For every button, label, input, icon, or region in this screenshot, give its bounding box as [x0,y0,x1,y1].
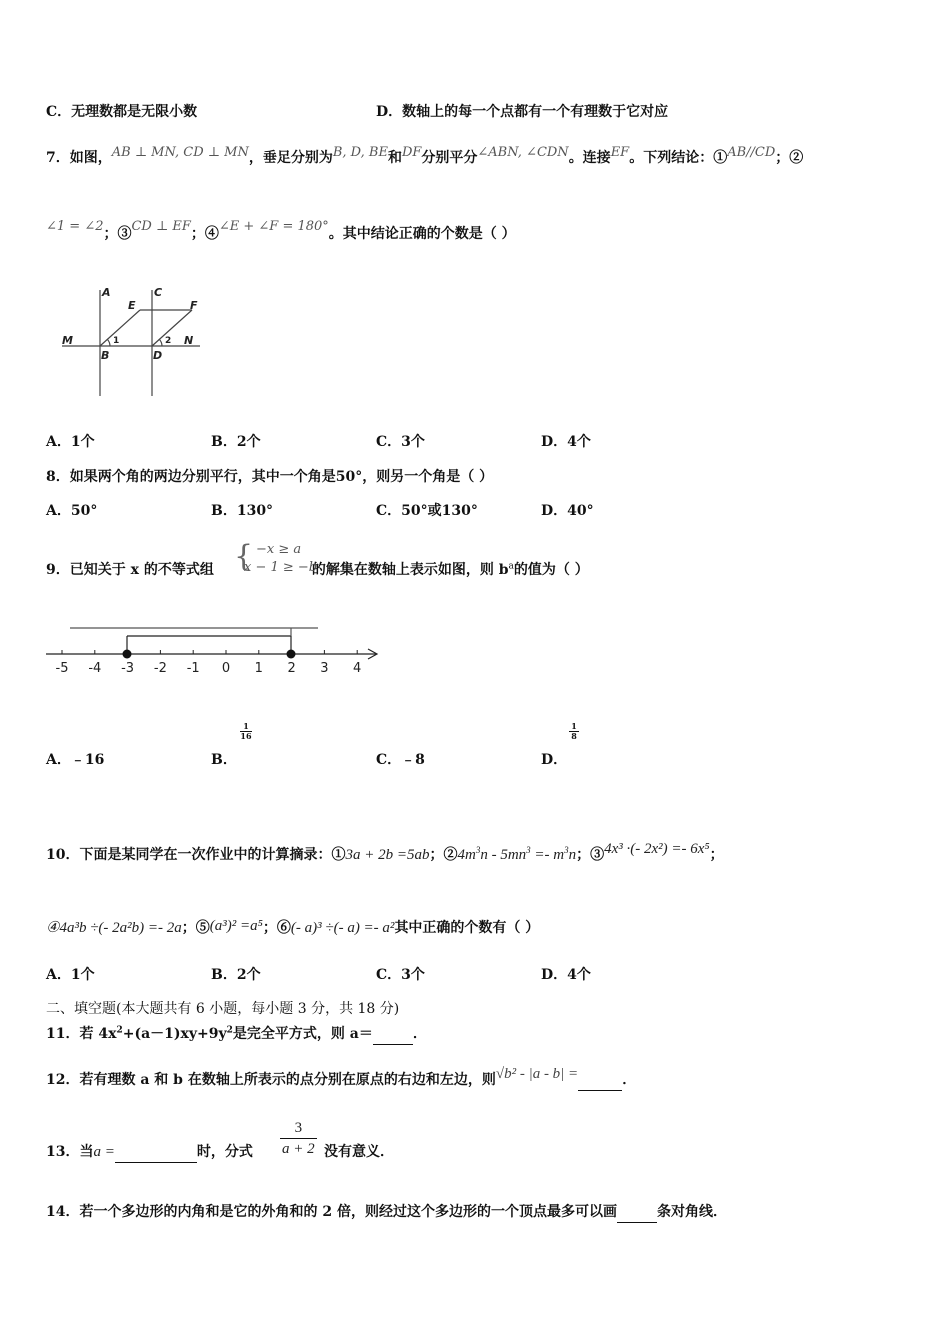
q9-axis-tick-label: -3 [121,661,135,676]
q10-text6: 其中正确的个数有（ ） [394,920,540,936]
q9-inequality-system [234,540,334,580]
q9-axis-tick-label: -2 [153,661,167,676]
fig-label-angle1: 1 [113,336,120,346]
q10-expr5: (a³)² =a⁵ [209,918,263,934]
fig-label-angle2: 2 [165,336,172,346]
q11-part-b: +(a－1)xy+9y [122,1026,227,1042]
q7-stem-line2 [46,219,516,245]
q13-stem [46,1142,253,1163]
q13-denominator: a + 2 [282,1141,315,1157]
q9-brace-glyph: { [234,539,254,574]
q14-part-b: 条对角线． [656,1204,727,1220]
q12-stem [46,1066,637,1091]
q10-expr6: (- a)³ ÷(- a) =- a² [290,920,395,936]
q9-axis-tick-label: 2 [287,661,296,676]
q9-point-2 [287,650,296,659]
q7-text4: 。连接 [568,150,611,166]
q7-math-df: DF [401,145,422,160]
q6-option-d: D．数轴上的每一个点都有一个有理数于它对应 [376,104,669,120]
q10-text4: ；⑤ [181,920,210,936]
q9-axis-tick-label: -4 [88,661,102,676]
q9-axis-tick-label: -5 [55,661,69,676]
q7-stem-line1 [46,145,804,169]
q9-axis-tick-label: 1 [254,661,263,676]
q9-system-line2: x − 1 ≥ −b [244,560,318,575]
q13-answer-blank[interactable] [115,1142,197,1163]
q10-stem-line1 [46,841,724,865]
q13-fraction [280,1118,317,1159]
q9-axis-tick-label: -1 [186,661,200,676]
q7-math-perp: AB ⊥ MN, CD ⊥ MN [111,145,249,160]
q12-end: ． [622,1072,637,1088]
q10-expr2-part-a: 4m [457,847,476,863]
q7-geometry-figure [58,284,208,402]
q13-variable: a = [93,1144,115,1160]
q7-text9: 。其中结论正确的个数是（ ） [328,226,516,242]
q9-axis-tick-label: 0 [221,661,231,676]
q13-text1: 时，分式 [196,1144,253,1160]
q9-d-denominator: 8 [571,731,577,741]
q10-expr3: 4x³ ·(- 2x²) =- 6x⁵ [604,841,710,857]
q9-text1: 的解集在数轴上表示如图，则 b [311,562,509,578]
q7-math-parallel: AB//CD [727,145,776,160]
q10-expr1: 3a + 2b =5ab [345,847,430,863]
q7-option-d: D．4个 [541,434,591,450]
fig-label-a: A [102,286,111,299]
q7-text7: ；③ [103,226,132,242]
q10-expr2-part-d: n [568,847,577,863]
q7-math-points: B, D, BE [332,145,388,160]
q14-answer-blank[interactable] [617,1202,657,1223]
q7-math-angle-sum: ∠E + ∠F = 180° [218,219,329,234]
q11-part-a: 11．若 4x [46,1026,117,1042]
q8-option-d: D．40° [541,503,594,519]
fig-label-d: D [153,349,163,362]
q8-option-b: B．130° [211,503,274,519]
q7-math-ef: EF [610,145,630,160]
q7-math-angles: ∠ABN, ∠CDN [477,145,569,160]
q14-part-a: 14．若一个多边形的内角和是它的外角和的 2 倍，则经过这个多边形的一个顶点最多可以画 [46,1204,617,1220]
q9-b-numerator: 1 [240,722,252,732]
q6-option-c: C．无理数都是无限小数 [46,104,198,120]
q8-stem: 8．如果两个角的两边分别平行，其中一个角是50°，则另一个角是（ ） [46,469,494,485]
q10-option-b: B．2个 [211,967,261,983]
q9-option-c: C．﹣8 [376,752,425,768]
q10-text2: ；③ [576,847,605,863]
q11-part-c: 是完全平方式，则 a＝ [232,1026,373,1042]
q7-math-angle-eq: ∠1 = ∠2 [46,219,104,234]
q10-expr2-part-c: =- m [530,847,565,863]
fig-label-m: M [62,334,73,347]
q9-b-denominator: 16 [240,731,252,741]
q9-option-d-fraction [569,722,579,741]
q7-text3: 分别平分 [421,150,478,166]
section-2-heading: 二、填空题(本大题共有 6 小题，每小题 3 分，共 18 分) [46,1001,400,1017]
q11-part-d: ． [412,1026,427,1042]
q9-number-line [40,618,385,680]
q11-answer-blank[interactable] [373,1024,413,1045]
q10-lead: 10．下面是某同学在一次作业中的计算摘录：① [46,847,346,863]
q10-option-a: A．1个 [46,967,95,983]
q12-expression: √b² - |a - b| = [495,1066,579,1082]
q7-option-c: C．3个 [376,434,425,450]
q8-option-a: A．50° [46,503,98,519]
q10-text3: ； [709,847,724,863]
q7-text5: 。下列结论：① [629,150,728,166]
q13-lead: 13．当 [46,1144,94,1160]
q12-answer-blank[interactable] [578,1070,622,1091]
q10-stem-line2 [46,918,539,938]
q13-numerator: 3 [280,1118,317,1139]
q7-lead: 7．如图， [46,150,112,166]
q7-option-a: A．1个 [46,434,95,450]
q9-point-minus3 [123,650,132,659]
fig-label-n: N [184,334,194,347]
q9-exponent: a [508,561,514,572]
q7-text6: ；② [775,150,804,166]
fig-label-f: F [190,299,198,312]
q14-stem [46,1202,727,1223]
q9-axis-tick-label: 4 [353,661,362,676]
q9-option-a: A．﹣16 [46,752,105,768]
q9-lead: 9．已知关于 x 的不等式组 [46,562,214,578]
q12-lead: 12．若有理数 a 和 b 在数轴上所表示的点分别在原点的右边和左边，则 [46,1072,496,1088]
q10-text1: ；② [429,847,458,863]
q9-option-b-fraction [240,722,252,741]
q10-text5: ；⑥ [262,920,291,936]
q9-option-b: B． [211,752,237,768]
q9-axis-tick-label: 3 [320,661,329,676]
q11-stem: 11．若 $4x^2+(a-1)xy+9y^2$是完全平方式，则 a＝ ． [46,1024,427,1045]
q7-text8: ；④ [190,226,219,242]
fig-label-c: C [154,286,163,299]
q7-text2: 和 [387,150,402,166]
fig-label-e: E [128,299,136,312]
q10-expr4: ④4a³b ÷(- 2a²b) =- 2a [46,920,182,936]
q7-text1: ，垂足分别为 [248,150,333,166]
q9-option-d: D． [541,752,568,768]
q9-text2: 的值为（ ） [513,562,589,578]
q13-tail: 没有意义． [324,1144,394,1160]
q10-expr2: $4m^3n - 5mn^3 =- m^3n$ [457,845,577,863]
q9-system-line1: −x ≥ a [256,542,302,557]
q7-option-b: B．2个 [211,434,261,450]
q10-option-c: C．3个 [376,967,425,983]
q10-expr2-part-b: n - 5mn [480,847,527,863]
fig-label-b: B [101,349,110,362]
q9-d-numerator: 1 [569,722,579,732]
q8-option-c: C．50°或130° [376,503,478,519]
q10-option-d: D．4个 [541,967,591,983]
q7-math-cd-perp-ef: CD ⊥ EF [131,219,191,234]
